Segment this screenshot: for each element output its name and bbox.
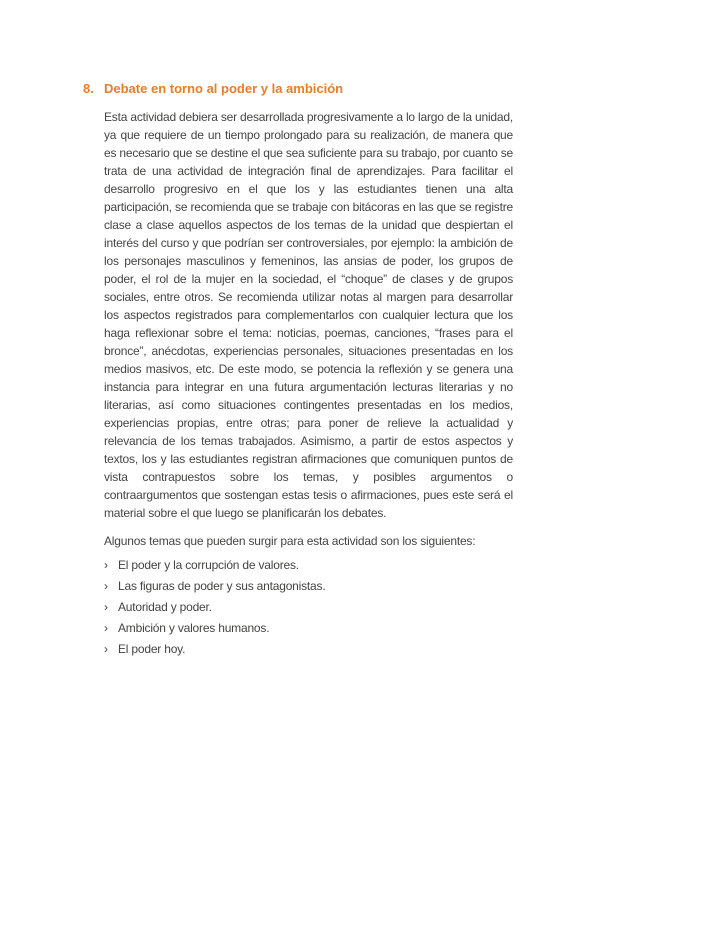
bullet-icon: › (104, 579, 108, 593)
section-body (104, 108, 513, 660)
list-item-text: Ambición y valores humanos. (118, 621, 270, 635)
section-title: Debate en torno al poder y la ambición (104, 81, 344, 96)
section-paragraph: Esta actividad debiera ser desarrollada progresivamente a lo largo de la unidad, ya que requiere de un tiempo prolongado para su realización, de manera que es necesario que se destine el que sea suficiente para su trabajo, por cuanto se trata de una actividad de integración final de aprendizajes. Para facilitar el desarrollo progresivo en el que los y las estudiantes tienen una alta participación, se recomienda que se trabaje con bitácoras en las que se registre clase a clase aquellos aspectos de los temas de la unidad que despiertan el interés del curso y que podrían ser controversiales, por ejemplo: la ambición de los personajes masculinos y femeninos, las ansias de poder, los grupos de poder, el rol de la mujer en la sociedad, el “choque” de clases y de grupos sociales, entre otros. Se recomienda utilizar notas al margen para desarrollar los aspectos registrados para complementarlos con cualquier lectura que los haga reflexionar sobre el tema: noticias, poemas, canciones, “frases para el bronce”, anécdotas, experiencias personales, situaciones presentadas en los medios masivos, etc. De este modo, se potencia la reflexión y se genera una instancia para integrar en una futura argumentación lecturas literarias y no literarias, así como situaciones contingentes presentadas en los medios, experiencias propias, entre otras; para poner de relieve la actualidad y relevancia de los temas trabajados. Asimismo, a partir de estos aspectos y textos, los y las estudiantes registran afirmaciones que comuniquen puntos de vista contrapuestos sobre los temas, y posibles argumentos o contraargumentos que sostengan estas tesis o afirmaciones, pues este será el material sobre el que luego se planificarán los debates. (104, 110, 513, 520)
list-item-text: El poder hoy. (118, 642, 186, 656)
list-item (104, 618, 513, 639)
bullet-icon: › (104, 558, 108, 572)
list-item (104, 555, 513, 576)
list-intro: Algunos temas que pueden surgir para esta actividad son los siguientes: (104, 534, 476, 548)
bullet-icon: › (104, 621, 108, 635)
list-item (104, 576, 513, 597)
list-item-text: Autoridad y poder. (118, 600, 212, 614)
list-item (104, 639, 513, 660)
section-content (83, 80, 523, 660)
list-item-text: Las figuras de poder y sus antagonistas. (118, 579, 326, 593)
list-item-text: El poder y la corrupción de valores. (118, 558, 299, 572)
section-number: 8. (83, 81, 94, 96)
section-heading (83, 80, 523, 98)
topics-list (104, 555, 513, 660)
list-item (104, 597, 513, 618)
bullet-icon: › (104, 600, 108, 614)
bullet-icon: › (104, 642, 108, 656)
